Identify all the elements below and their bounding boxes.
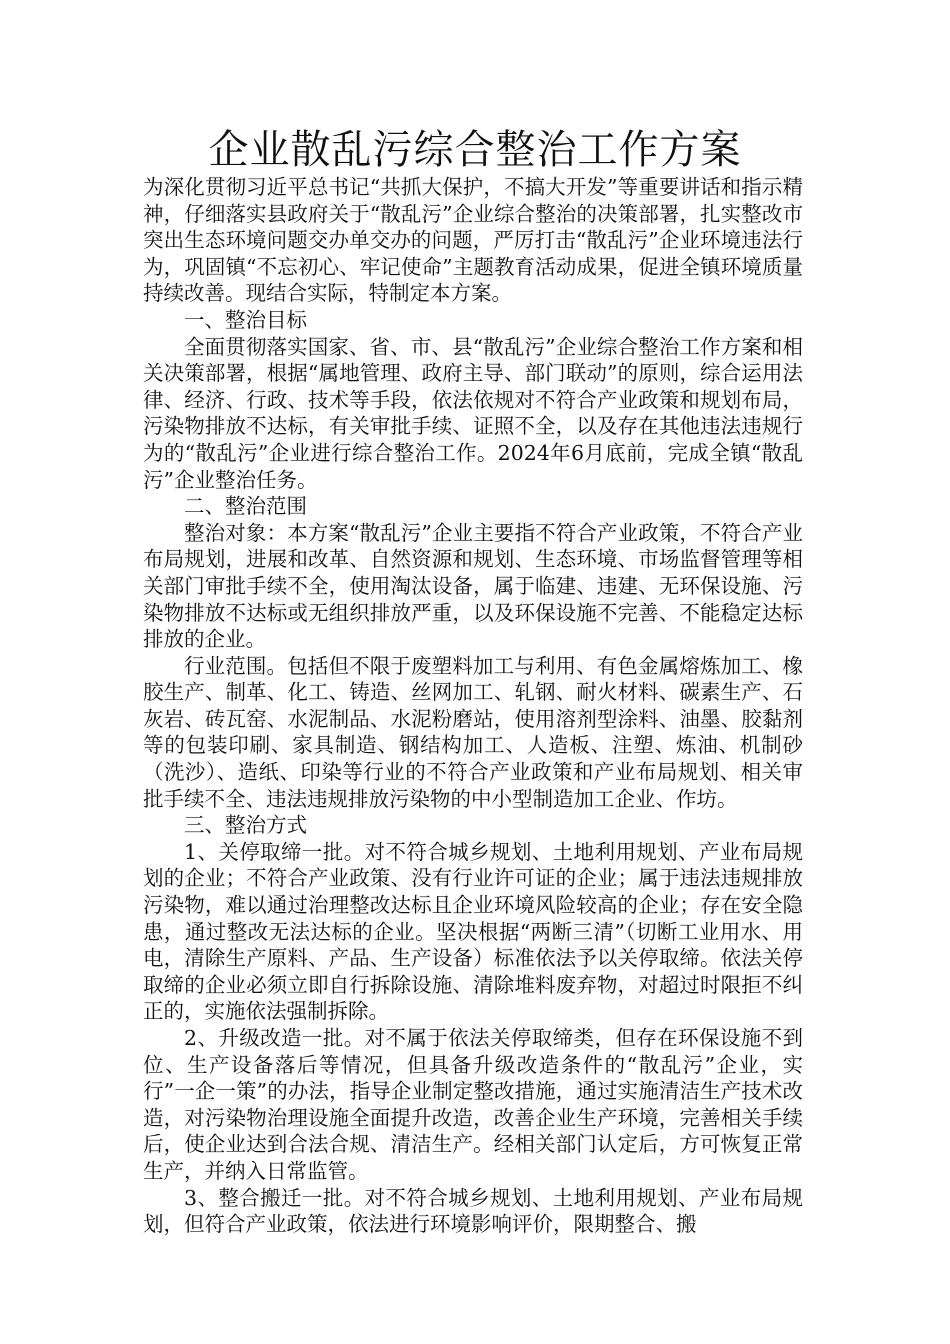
section-heading-methods: 三、整治方式 [184,813,307,838]
goals-paragraph: 全面贯彻落实国家、省、市、县“散乱污”企业综合整治工作方案和相关决策部署，根据“属地管理、政府主导、部门联动”的原则，综合运用法律、经济、行政、技术等手段，依法依规对不符合产业政策和规划布局，污染物排放不达标，有关审批手续、证照不全，以及存在其他违法违规行为的“散乱污”企业进行综合整治工作。2024年6月底前，完成全镇“散乱污”企业整治任务。 [143,334,803,492]
method-close-paragraph: 1、关停取缔一批。对不符合城乡规划、土地利用规划、产业布局规划的企业；不符合产业政策、没有行业许可证的企业；属于违法违规排放污染物，难以通过治理整改达标且企业环境风险较高的企业；存在安全隐患，通过整改无法达标的企业。坚决根据“两断三清”（切断工业用水、用电，清除生产原料、产品、生产设备）标准依法予以关停取缔。依法关停取缔的企业必须立即自行拆除设施、清除堆料废弃物，对超过时限拒不纠正的，实施依法强制拆除。 [143,839,803,1024]
section-heading-scope: 二、整治范围 [184,494,307,519]
section-heading-goals: 一、整治目标 [184,307,307,332]
method-relocate-paragraph: 3、整合搬迁一批。对不符合城乡规划、土地利用规划、产业布局规划，但符合产业政策，依法进行环境影响评价，限期整合、搬 [143,1185,803,1237]
document-title: 企业散乱污综合整治工作方案 [208,127,742,173]
scope-industries-paragraph: 行业范围。包括但不限于废塑料加工与利用、有色金属熔炼加工、橡胶生产、制革、化工、铸造、丝网加工、轧钢、耐火材料、碳素生产、石灰岩、砖瓦窑、水泥制品、水泥粉磨站，使用溶剂型涂料、油墨、胶黏剂等的包装印刷、家具制造、钢结构加工、人造板、注塑、炼油、机制砂（洗沙）、造纸、印染等行业的不符合产业政策和产业布局规划、相关审批手续不全、违法违规排放污染物的中小型制造加工企业、作坊。 [143,653,803,811]
intro-paragraph: 为深化贯彻习近平总书记“共抓大保护，不搞大开发”等重要讲话和指示精神，仔细落实县政府关于“散乱污”企业综合整治的决策部署，扎实整改市突出生态环境问题交办单交办的问题，严厉打击“散乱污”企业环境违法行为，巩固镇“不忘初心、牢记使命”主题教育活动成果，促进全镇环境质量持续改善。现结合实际，特制定本方案。 [143,175,803,306]
scope-targets-paragraph: 整治对象：本方案“散乱污”企业主要指不符合产业政策，不符合产业布局规划，进展和改革、自然资源和规划、生态环境、市场监督管理等相关部门审批手续不全，使用淘汰设备，属于临建、违建、无环保设施、污染物排放不达标或无组织排放严重，以及环保设施不完善、不能稳定达标排放的企业。 [143,520,803,652]
method-upgrade-paragraph: 2、升级改造一批。对不属于依法关停取缔类，但存在环保设施不到位、生产设备落后等情况，但具备升级改造条件的“散乱污”企业，实行”一企一策”的办法，指导企业制定整改措施，通过实施清洁生产技术改造，对污染物治理设施全面提升改造，改善企业生产环境，完善相关手续后，使企业达到合法合规、清洁生产。经相关部门认定后，方可恢复正常生产，并纳入日常监管。 [143,1026,803,1183]
document-body [143,174,803,1238]
